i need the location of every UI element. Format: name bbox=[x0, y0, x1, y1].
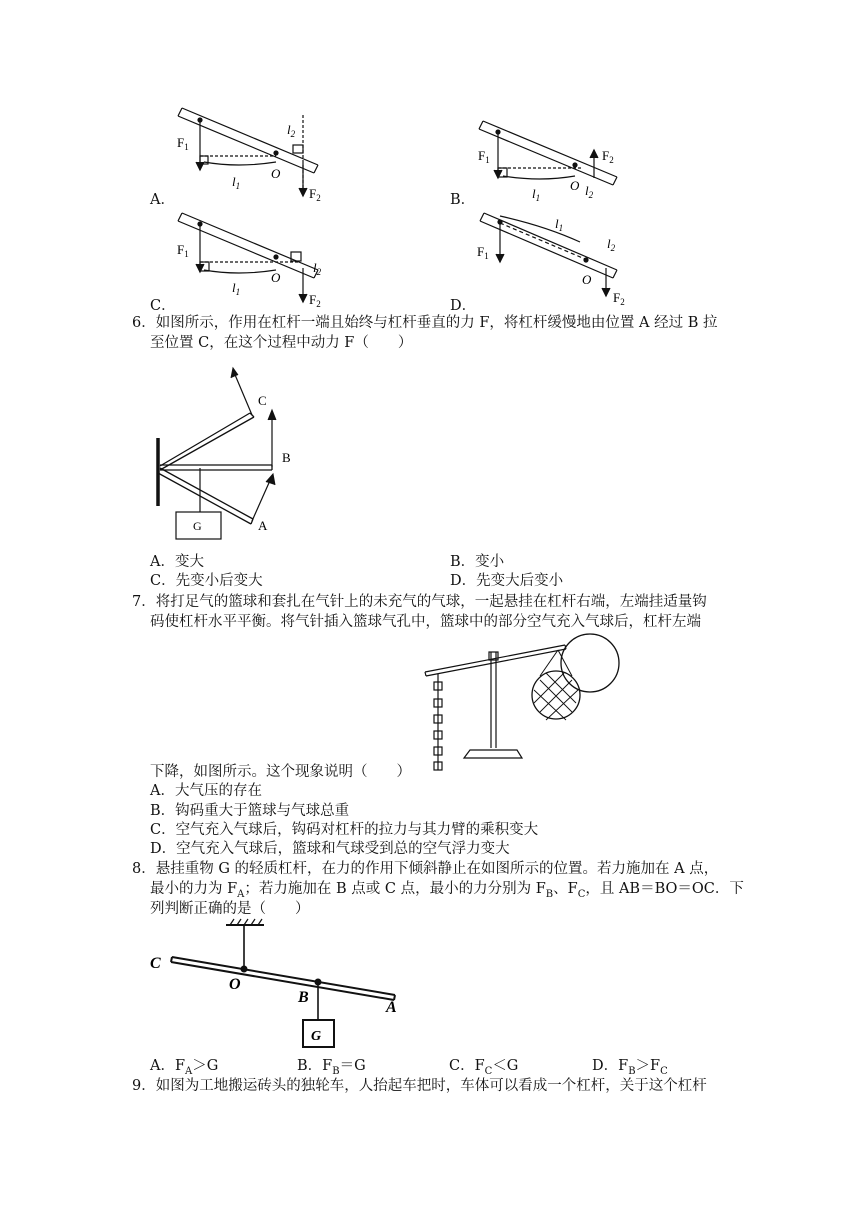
svg-text:l1: $l_1$ bbox=[232, 174, 241, 191]
q6-option-b: B．变小 bbox=[450, 554, 505, 570]
svg-text:O: O bbox=[570, 178, 580, 193]
q6-fig-label-b: B bbox=[282, 450, 291, 465]
q5-option-b: B． bbox=[450, 192, 476, 208]
q8-opt-d-sub: B bbox=[628, 1065, 636, 1077]
q6-fig-label-c: C bbox=[258, 393, 267, 408]
q6-option-d: D．先变大后变小 bbox=[450, 573, 564, 589]
q6-option-a: A．变大 bbox=[150, 554, 204, 570]
svg-text:F1: $F_1$ bbox=[478, 148, 490, 165]
q8-line2-c: 、F bbox=[553, 881, 578, 897]
q7-stem-line3: 下降，如图所示。这个现象说明（ ） bbox=[150, 764, 411, 780]
svg-text:l2: $l_2$ bbox=[585, 183, 594, 200]
q8-stem-line3: 列判断正确的是（ ） bbox=[150, 901, 310, 917]
q6-stem-line1: 6．如图所示，作用在杠杆一端且始终与杠杆垂直的力 F，将杠杆缓慢地由位置 A 经过 B 拉 bbox=[132, 315, 718, 331]
svg-text:G: G bbox=[311, 1029, 322, 1044]
svg-text:l2: $l_2$ bbox=[287, 122, 296, 139]
q6-fig-label-g: G bbox=[193, 519, 202, 533]
q6-fig-label-a: A bbox=[258, 518, 268, 533]
svg-text:C: C bbox=[150, 955, 161, 972]
q5-option-c: C． bbox=[150, 298, 176, 314]
q8-opt-c-sub: C bbox=[484, 1065, 493, 1077]
q8-opt-b-sub: B bbox=[332, 1065, 340, 1077]
svg-text:O: O bbox=[271, 166, 281, 181]
svg-text:A: A bbox=[386, 999, 397, 1016]
q8-opt-b-pre: B．F bbox=[297, 1058, 333, 1074]
q8-opt-b-post: ＝G bbox=[339, 1058, 366, 1074]
svg-text:F2: $F_2$ bbox=[309, 186, 321, 203]
q8-opt-d-pre: D．F bbox=[592, 1058, 629, 1074]
q8-opt-d-sub2: C bbox=[660, 1065, 668, 1077]
q8-sub-a: A bbox=[237, 888, 245, 900]
q8-opt-c-pre: C．F bbox=[449, 1058, 485, 1074]
svg-text:l1: $l_1$ bbox=[555, 216, 564, 233]
svg-text:F2: $F_2$ bbox=[309, 292, 321, 309]
svg-text:O: O bbox=[229, 976, 241, 993]
q5-option-a: A． bbox=[150, 192, 175, 208]
q6-stem-line2: 至位置 C，在这个过程中动力 F（ ） bbox=[150, 335, 413, 351]
svg-text:l1: $l_1$ bbox=[232, 280, 241, 297]
svg-text:F2: $F_2$ bbox=[613, 290, 625, 307]
q8-stem-line1: 8．悬挂重物 G 的轻质杠杆，在力的作用下倾斜静止在如图所示的位置。若力施加在 A 点， bbox=[132, 861, 719, 877]
svg-text:O: O bbox=[582, 272, 592, 287]
q5a-diagram bbox=[178, 108, 318, 196]
q5a-F1-label: $F_1$ bbox=[177, 135, 189, 152]
q8-opt-c-post: ＜G bbox=[492, 1058, 519, 1074]
q7-option-d: D．空气充入气球后，篮球和气球受到总的空气浮力变大 bbox=[150, 841, 510, 857]
q7-option-b: B．钩码重大于篮球与气球总重 bbox=[150, 803, 350, 819]
q8-line2-d: ，且 AB＝BO＝OC．下 bbox=[585, 881, 744, 897]
q8-line2-b: ；若力施加在 B 点或 C 点，最小的力分别为 F bbox=[244, 881, 546, 897]
q6-option-c: C．先变小后变大 bbox=[150, 573, 263, 589]
q8-sub-b: B bbox=[545, 888, 554, 900]
svg-text:F1: $F_1$ bbox=[177, 242, 189, 259]
svg-text:O: O bbox=[271, 270, 281, 285]
q8-line2-a: 最小的力为 F bbox=[150, 881, 238, 897]
svg-text:l2: $l_2$ bbox=[607, 236, 616, 253]
svg-text:l2: $l_2$ bbox=[313, 260, 322, 277]
svg-text:F2: $F_2$ bbox=[602, 148, 614, 165]
q9-stem-line1: 9．如图为工地搬运砖头的独轮车，人抬起车把时，车体可以看成一个杠杆，关于这个杠杆 bbox=[132, 1078, 707, 1094]
svg-text:F1: $F_1$ bbox=[477, 244, 489, 261]
svg-text:B: B bbox=[298, 989, 309, 1006]
q8-opt-a-pre: A．F bbox=[150, 1058, 186, 1074]
svg-text:l1: $l_1$ bbox=[532, 186, 541, 203]
q8-opt-d-post: ＞F bbox=[635, 1058, 661, 1074]
q8-opt-a-post: ＞G bbox=[192, 1058, 219, 1074]
q8-opt-a-sub: A bbox=[185, 1065, 193, 1077]
q7-stem-line1: 7．将打足气的篮球和套扎在气针上的未充气的气球，一起悬挂在杠杆右端，左端挂适量钩 bbox=[132, 594, 707, 610]
q7-option-a: A．大气压的存在 bbox=[150, 783, 262, 799]
q7-option-c: C．空气充入气球后，钩码对杠杆的拉力与其力臂的乘积变大 bbox=[150, 822, 539, 838]
q7-stem-line2: 码使杠杆水平平衡。将气针插入篮球气孔中，篮球中的部分空气充入气球后，杠杆左端 bbox=[150, 614, 701, 630]
q5-option-d: D． bbox=[450, 298, 477, 314]
q8-sub-c: C bbox=[577, 888, 586, 900]
